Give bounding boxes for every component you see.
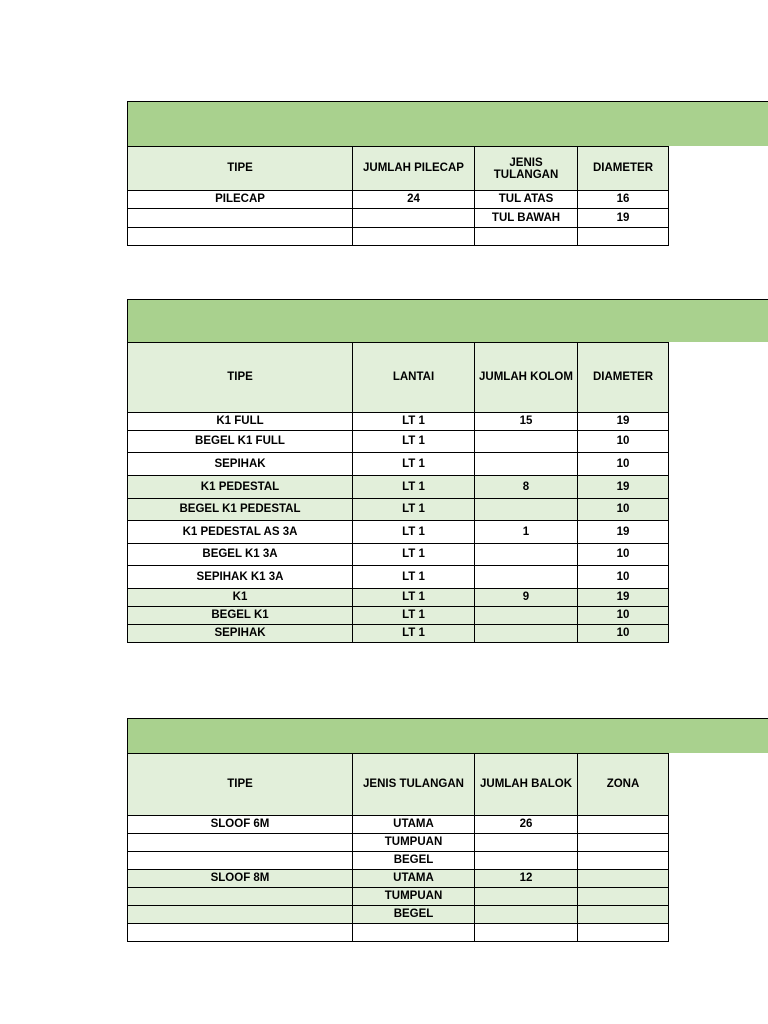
table-row (128, 228, 669, 246)
header-cell: DIAMETER (578, 343, 669, 413)
table-row (128, 431, 669, 453)
cell: TUL BAWAH (475, 209, 578, 228)
cell: 19 (578, 476, 669, 499)
cell (128, 834, 353, 852)
cell: LT 1 (353, 521, 475, 544)
cell: 24 (353, 191, 475, 209)
cell: 19 (578, 589, 669, 607)
table-row (128, 191, 669, 209)
cell: SEPIHAK K1 3A (128, 566, 353, 589)
cell (475, 888, 578, 906)
cell: LT 1 (353, 607, 475, 625)
cell: LT 1 (353, 544, 475, 566)
cell: LT 1 (353, 625, 475, 643)
table-row (128, 870, 669, 888)
cell (578, 870, 669, 888)
cell (475, 607, 578, 625)
balok-table (127, 753, 669, 942)
table-header-row (128, 147, 669, 191)
table-row (128, 816, 669, 834)
pilecap-table (127, 146, 669, 246)
cell: 10 (578, 607, 669, 625)
cell: PILECAP (128, 191, 353, 209)
header-cell: JUMLAH PILECAP (353, 147, 475, 191)
cell: TUL ATAS (475, 191, 578, 209)
table-header-row (128, 343, 669, 413)
cell (475, 499, 578, 521)
cell: LT 1 (353, 499, 475, 521)
header-cell (475, 147, 578, 191)
header-cell: DIAMETER (578, 147, 669, 191)
table-row (128, 834, 669, 852)
kolom-section (127, 299, 768, 647)
header-cell: TIPE (128, 147, 353, 191)
kolom-table (127, 342, 669, 643)
cell (475, 566, 578, 589)
cell (578, 228, 669, 246)
cell (128, 888, 353, 906)
cell (578, 888, 669, 906)
cell (578, 924, 669, 942)
table-header-row (128, 754, 669, 816)
cell: 8 (475, 476, 578, 499)
cell: UTAMA (353, 816, 475, 834)
header-cell: LANTAI (353, 343, 475, 413)
cell (475, 544, 578, 566)
kolom-title-banner (127, 299, 768, 342)
cell (475, 453, 578, 476)
pilecap-section (127, 101, 768, 247)
cell: 10 (578, 499, 669, 521)
cell (578, 906, 669, 924)
cell: LT 1 (353, 453, 475, 476)
balok-title-banner (127, 718, 768, 753)
cell (475, 625, 578, 643)
cell: 9 (475, 589, 578, 607)
cell (475, 228, 578, 246)
cell: SEPIHAK (128, 625, 353, 643)
table-row (128, 413, 669, 431)
cell: BEGEL (353, 852, 475, 870)
cell: LT 1 (353, 589, 475, 607)
cell: 10 (578, 431, 669, 453)
table-row (128, 476, 669, 499)
cell: LT 1 (353, 476, 475, 499)
cell (128, 906, 353, 924)
cell (475, 834, 578, 852)
table-row (128, 607, 669, 625)
cell: SLOOF 6M (128, 816, 353, 834)
table-row (128, 589, 669, 607)
table-row (128, 521, 669, 544)
table-row (128, 924, 669, 942)
cell: TUMPUAN (353, 888, 475, 906)
cell (128, 209, 353, 228)
cell: 19 (578, 413, 669, 431)
table-row (128, 906, 669, 924)
cell: 19 (578, 209, 669, 228)
header-cell: ZONA (578, 754, 669, 816)
table-row (128, 209, 669, 228)
cell (353, 228, 475, 246)
cell: K1 PEDESTAL AS 3A (128, 521, 353, 544)
cell (475, 906, 578, 924)
cell: 19 (578, 521, 669, 544)
cell: 10 (578, 625, 669, 643)
cell (128, 924, 353, 942)
cell: 16 (578, 191, 669, 209)
cell: 1 (475, 521, 578, 544)
cell: 26 (475, 816, 578, 834)
table-row (128, 544, 669, 566)
header-cell: TIPE (128, 343, 353, 413)
cell (353, 209, 475, 228)
cell: BEGEL K1 FULL (128, 431, 353, 453)
table-row (128, 453, 669, 476)
cell (475, 852, 578, 870)
cell: LT 1 (353, 431, 475, 453)
header-cell: TIPE (128, 754, 353, 816)
header-text: JENIS TULANGAN (493, 156, 559, 181)
cell: K1 (128, 589, 353, 607)
table-row (128, 852, 669, 870)
cell: BEGEL K1 (128, 607, 353, 625)
cell: 10 (578, 453, 669, 476)
cell (128, 228, 353, 246)
table-row (128, 888, 669, 906)
cell: 15 (475, 413, 578, 431)
cell: SLOOF 8M (128, 870, 353, 888)
cell: SEPIHAK (128, 453, 353, 476)
cell: BEGEL K1 3A (128, 544, 353, 566)
cell: LT 1 (353, 413, 475, 431)
pilecap-title-banner (127, 101, 768, 146)
cell (578, 816, 669, 834)
cell: LT 1 (353, 566, 475, 589)
header-cell: JENIS TULANGAN (353, 754, 475, 816)
cell: BEGEL (353, 906, 475, 924)
cell (475, 431, 578, 453)
cell (128, 852, 353, 870)
cell: 12 (475, 870, 578, 888)
header-cell: JUMLAH BALOK (475, 754, 578, 816)
cell: TUMPUAN (353, 834, 475, 852)
cell (578, 852, 669, 870)
cell (578, 834, 669, 852)
header-cell: JUMLAH KOLOM (475, 343, 578, 413)
table-row (128, 499, 669, 521)
cell: 10 (578, 566, 669, 589)
table-row (128, 625, 669, 643)
table-row (128, 566, 669, 589)
cell: UTAMA (353, 870, 475, 888)
cell (475, 924, 578, 942)
balok-section (127, 718, 768, 944)
cell: K1 FULL (128, 413, 353, 431)
cell: 10 (578, 544, 669, 566)
cell (353, 924, 475, 942)
cell: BEGEL K1 PEDESTAL (128, 499, 353, 521)
cell: K1 PEDESTAL (128, 476, 353, 499)
